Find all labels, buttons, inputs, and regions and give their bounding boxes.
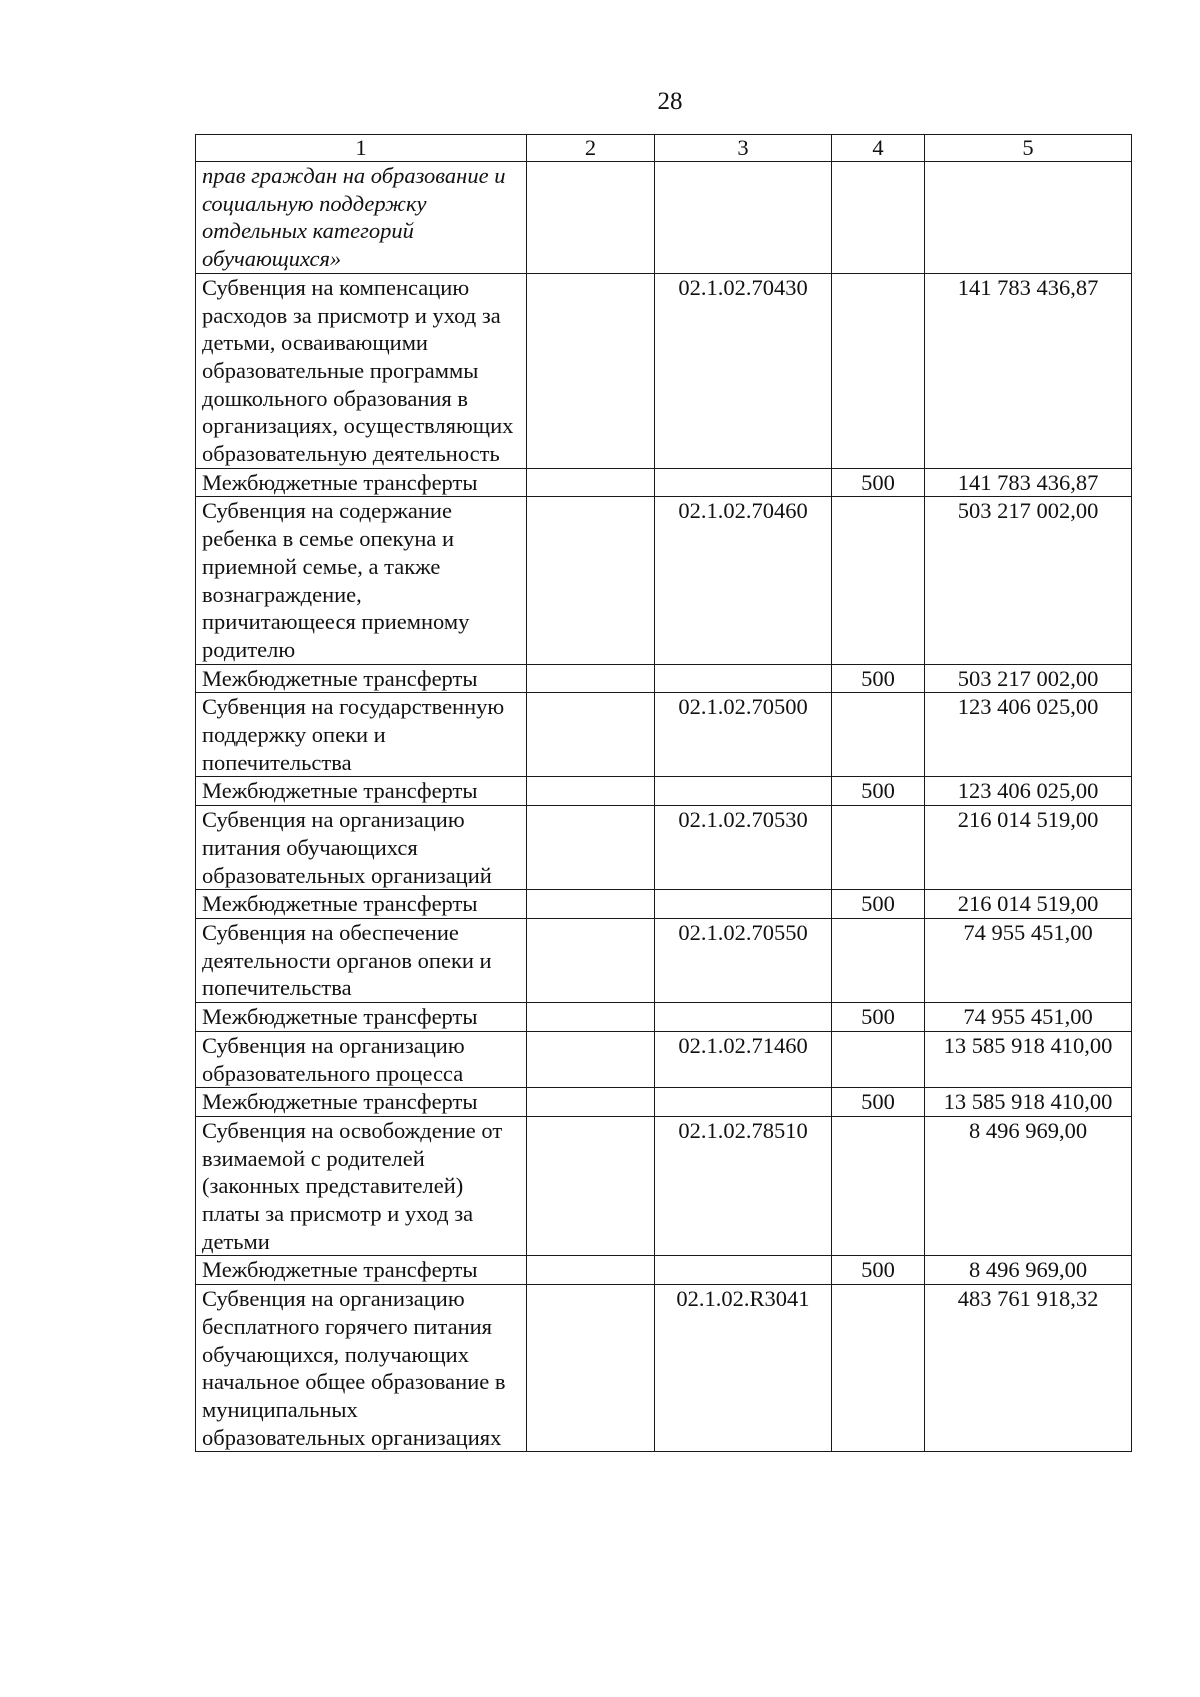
row-vr-cell: 500 <box>832 777 925 806</box>
column-header-5: 5 <box>925 135 1132 162</box>
row-code-cell: 02.1.02.R3041 <box>655 1285 832 1452</box>
table-row <box>196 1285 1132 1452</box>
row-code-cell <box>655 1003 832 1032</box>
row-col2-cell <box>527 162 655 274</box>
column-header-4: 4 <box>832 135 925 162</box>
table-row <box>196 664 1132 693</box>
row-amount-cell <box>925 162 1132 274</box>
row-code-cell: 02.1.02.70500 <box>655 693 832 777</box>
row-vr-cell: 500 <box>832 664 925 693</box>
row-code-cell: 02.1.02.70550 <box>655 918 832 1002</box>
row-vr-cell <box>832 693 925 777</box>
row-amount-cell: 74 955 451,00 <box>925 918 1132 1002</box>
row-vr-cell <box>832 497 925 664</box>
row-vr-cell: 500 <box>832 468 925 497</box>
row-code-cell: 02.1.02.70460 <box>655 497 832 664</box>
row-col2-cell <box>527 1256 655 1285</box>
row-name-cell: Субвенция на организацию питания обучающихся образовательных организаций <box>196 806 527 890</box>
row-vr-cell: 500 <box>832 1003 925 1032</box>
row-vr-cell <box>832 273 925 468</box>
row-name-cell: Межбюджетные трансферты <box>196 1003 527 1032</box>
table-body <box>196 162 1132 1452</box>
row-name-cell: Субвенция на обеспечение деятельности органов опеки и попечительства <box>196 918 527 1002</box>
row-vr-cell <box>832 1116 925 1256</box>
column-header-2: 2 <box>527 135 655 162</box>
table-row <box>196 468 1132 497</box>
row-vr-cell <box>832 1285 925 1452</box>
row-code-cell: 02.1.02.70530 <box>655 806 832 890</box>
row-amount-cell: 123 406 025,00 <box>925 777 1132 806</box>
row-vr-cell <box>832 1031 925 1087</box>
row-col2-cell <box>527 890 655 919</box>
table-row <box>196 1031 1132 1087</box>
row-code-cell <box>655 777 832 806</box>
budget-table <box>195 134 1132 1452</box>
row-code-cell <box>655 890 832 919</box>
row-code-cell: 02.1.02.78510 <box>655 1116 832 1256</box>
row-name-cell: Межбюджетные трансферты <box>196 890 527 919</box>
row-amount-cell: 74 955 451,00 <box>925 1003 1132 1032</box>
table-row <box>196 497 1132 664</box>
row-col2-cell <box>527 1031 655 1087</box>
row-amount-cell: 216 014 519,00 <box>925 890 1132 919</box>
row-code-cell: 02.1.02.71460 <box>655 1031 832 1087</box>
row-amount-cell: 503 217 002,00 <box>925 497 1132 664</box>
row-amount-cell: 141 783 436,87 <box>925 468 1132 497</box>
table-header-row <box>196 135 1132 162</box>
row-col2-cell <box>527 1003 655 1032</box>
row-amount-cell: 483 761 918,32 <box>925 1285 1132 1452</box>
row-col2-cell <box>527 1116 655 1256</box>
table-row <box>196 1116 1132 1256</box>
table-row <box>196 1088 1132 1117</box>
row-name-cell: Субвенция на организацию бесплатного горячего питания обучающихся, получающих начальное общее образование в муниципальных образовательных организациях <box>196 1285 527 1452</box>
row-vr-cell <box>832 918 925 1002</box>
row-amount-cell: 13 585 918 410,00 <box>925 1088 1132 1117</box>
table-row <box>196 693 1132 777</box>
row-col2-cell <box>527 693 655 777</box>
row-name-cell: Межбюджетные трансферты <box>196 664 527 693</box>
row-name-cell: Субвенция на освобождение от взимаемой с родителей (законных представителей) платы за присмотр и уход за детьми <box>196 1116 527 1256</box>
row-col2-cell <box>527 468 655 497</box>
row-name-cell: Межбюджетные трансферты <box>196 1088 527 1117</box>
column-header-1: 1 <box>196 135 527 162</box>
row-amount-cell: 8 496 969,00 <box>925 1256 1132 1285</box>
row-col2-cell <box>527 777 655 806</box>
table-row <box>196 890 1132 919</box>
row-col2-cell <box>527 273 655 468</box>
row-vr-cell: 500 <box>832 1256 925 1285</box>
column-header-3: 3 <box>655 135 832 162</box>
table-row <box>196 1256 1132 1285</box>
row-amount-cell: 8 496 969,00 <box>925 1116 1132 1256</box>
row-code-cell <box>655 1256 832 1285</box>
table-row <box>196 1003 1132 1032</box>
page-number: 28 <box>657 88 683 115</box>
row-col2-cell <box>527 497 655 664</box>
row-name-cell: Межбюджетные трансферты <box>196 1256 527 1285</box>
row-vr-cell <box>832 806 925 890</box>
row-amount-cell: 13 585 918 410,00 <box>925 1031 1132 1087</box>
row-code-cell: 02.1.02.70430 <box>655 273 832 468</box>
row-code-cell <box>655 664 832 693</box>
row-col2-cell <box>527 1088 655 1117</box>
row-name-cell: Межбюджетные трансферты <box>196 777 527 806</box>
row-vr-cell: 500 <box>832 1088 925 1117</box>
row-col2-cell <box>527 806 655 890</box>
table-row <box>196 918 1132 1002</box>
row-col2-cell <box>527 1285 655 1452</box>
row-name-cell: прав граждан на образование и социальную поддержку отдельных категорий обучающихся» <box>196 162 527 274</box>
row-amount-cell: 503 217 002,00 <box>925 664 1132 693</box>
row-code-cell <box>655 468 832 497</box>
table-row <box>196 806 1132 890</box>
table-row <box>196 273 1132 468</box>
table-row <box>196 162 1132 274</box>
row-amount-cell: 216 014 519,00 <box>925 806 1132 890</box>
row-name-cell: Субвенция на компенсацию расходов за присмотр и уход за детьми, осваивающими образовательные программы дошкольного образования в организациях, осуществляющих образовательную деятельность <box>196 273 527 468</box>
row-code-cell <box>655 1088 832 1117</box>
row-name-cell: Межбюджетные трансферты <box>196 468 527 497</box>
row-col2-cell <box>527 918 655 1002</box>
row-name-cell: Субвенция на содержание ребенка в семье опекуна и приемной семье, а также вознаграждение, причитающееся приемному родителю <box>196 497 527 664</box>
row-col2-cell <box>527 664 655 693</box>
row-amount-cell: 123 406 025,00 <box>925 693 1132 777</box>
row-amount-cell: 141 783 436,87 <box>925 273 1132 468</box>
table-row <box>196 777 1132 806</box>
row-name-cell: Субвенция на государственную поддержку опеки и попечительства <box>196 693 527 777</box>
row-name-cell: Субвенция на организацию образовательного процесса <box>196 1031 527 1087</box>
row-vr-cell <box>832 162 925 274</box>
row-code-cell <box>655 162 832 274</box>
row-vr-cell: 500 <box>832 890 925 919</box>
